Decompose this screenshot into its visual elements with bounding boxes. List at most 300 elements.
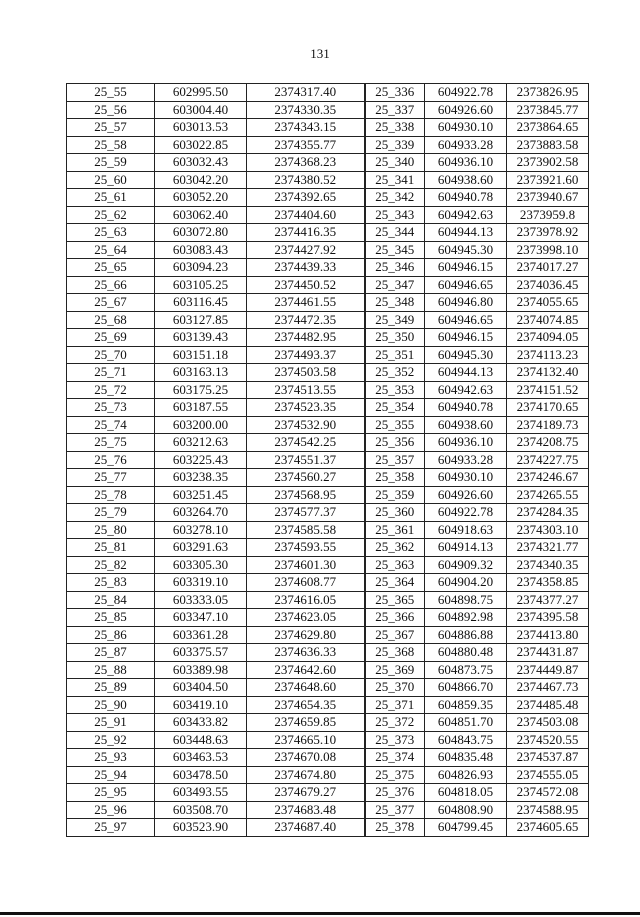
table-cell-x-coordinate: 604942.63 — [425, 206, 507, 224]
table-cell-y-coordinate: 2374485.48 — [507, 696, 589, 714]
table-cell-x-coordinate: 604946.80 — [425, 294, 507, 312]
table-row — [67, 644, 589, 662]
table-cell-x-coordinate: 604880.48 — [425, 644, 507, 662]
table-cell-point-id: 25_345 — [365, 241, 425, 259]
table-cell-y-coordinate: 2374588.95 — [507, 801, 589, 819]
table-cell-y-coordinate: 2374616.05 — [247, 591, 365, 609]
table-cell-x-coordinate: 604843.75 — [425, 731, 507, 749]
table-cell-x-coordinate: 603278.10 — [155, 521, 247, 539]
table-cell-point-id: 25_376 — [365, 784, 425, 802]
table-cell-x-coordinate: 604866.70 — [425, 679, 507, 697]
table-row — [67, 399, 589, 417]
table-row — [67, 364, 589, 382]
table-cell-y-coordinate: 2374608.77 — [247, 574, 365, 592]
table-cell-point-id: 25_342 — [365, 189, 425, 207]
table-cell-y-coordinate: 2374683.48 — [247, 801, 365, 819]
table-cell-x-coordinate: 604933.28 — [425, 136, 507, 154]
table-cell-y-coordinate: 2374461.55 — [247, 294, 365, 312]
table-row — [67, 469, 589, 487]
table-row — [67, 311, 589, 329]
table-cell-y-coordinate: 2374330.35 — [247, 101, 365, 119]
table-cell-point-id: 25_79 — [67, 504, 155, 522]
table-cell-y-coordinate: 2373826.95 — [507, 84, 589, 102]
table-cell-x-coordinate: 603105.25 — [155, 276, 247, 294]
table-cell-x-coordinate: 603116.45 — [155, 294, 247, 312]
table-cell-y-coordinate: 2374551.37 — [247, 451, 365, 469]
table-cell-x-coordinate: 603361.28 — [155, 626, 247, 644]
bottom-border — [0, 912, 640, 915]
table-cell-point-id: 25_82 — [67, 556, 155, 574]
table-row — [67, 276, 589, 294]
table-cell-y-coordinate: 2374395.58 — [507, 609, 589, 627]
table-cell-x-coordinate: 603013.53 — [155, 119, 247, 137]
table-cell-y-coordinate: 2373998.10 — [507, 241, 589, 259]
table-cell-y-coordinate: 2374017.27 — [507, 259, 589, 277]
table-cell-point-id: 25_375 — [365, 766, 425, 784]
table-row — [67, 609, 589, 627]
table-row — [67, 504, 589, 522]
table-cell-x-coordinate: 603175.25 — [155, 381, 247, 399]
table-cell-y-coordinate: 2374055.65 — [507, 294, 589, 312]
table-cell-y-coordinate: 2374503.58 — [247, 364, 365, 382]
table-cell-point-id: 25_90 — [67, 696, 155, 714]
table-cell-x-coordinate: 604835.48 — [425, 749, 507, 767]
table-cell-point-id: 25_63 — [67, 224, 155, 242]
table-cell-x-coordinate: 604944.13 — [425, 224, 507, 242]
table-cell-y-coordinate: 2373940.67 — [507, 189, 589, 207]
table-cell-point-id: 25_86 — [67, 626, 155, 644]
table-cell-x-coordinate: 604946.65 — [425, 276, 507, 294]
table-cell-point-id: 25_343 — [365, 206, 425, 224]
table-cell-x-coordinate: 604922.78 — [425, 84, 507, 102]
table-cell-y-coordinate: 2374431.87 — [507, 644, 589, 662]
table-cell-x-coordinate: 603333.05 — [155, 591, 247, 609]
table-cell-x-coordinate: 604938.60 — [425, 171, 507, 189]
table-row — [67, 101, 589, 119]
table-row — [67, 556, 589, 574]
table-cell-y-coordinate: 2374317.40 — [247, 84, 365, 102]
table-cell-y-coordinate: 2374472.35 — [247, 311, 365, 329]
table-cell-y-coordinate: 2374189.73 — [507, 416, 589, 434]
table-cell-point-id: 25_363 — [365, 556, 425, 574]
table-cell-x-coordinate: 604944.13 — [425, 364, 507, 382]
table-cell-point-id: 25_71 — [67, 364, 155, 382]
table-cell-point-id: 25_358 — [365, 469, 425, 487]
table-cell-point-id: 25_72 — [67, 381, 155, 399]
table-cell-x-coordinate: 604904.20 — [425, 574, 507, 592]
table-cell-point-id: 25_59 — [67, 154, 155, 172]
table-cell-x-coordinate: 603404.50 — [155, 679, 247, 697]
table-row — [67, 84, 589, 102]
table-cell-y-coordinate: 2374503.08 — [507, 714, 589, 732]
table-cell-x-coordinate: 603347.10 — [155, 609, 247, 627]
table-cell-point-id: 25_76 — [67, 451, 155, 469]
table-row — [67, 679, 589, 697]
table-row — [67, 294, 589, 312]
table-cell-x-coordinate: 603493.55 — [155, 784, 247, 802]
table-cell-y-coordinate: 2374074.85 — [507, 311, 589, 329]
table-cell-x-coordinate: 604873.75 — [425, 661, 507, 679]
table-cell-y-coordinate: 2374132.40 — [507, 364, 589, 382]
table-cell-x-coordinate: 604859.35 — [425, 696, 507, 714]
table-cell-y-coordinate: 2374560.27 — [247, 469, 365, 487]
table-cell-x-coordinate: 604936.10 — [425, 154, 507, 172]
table-cell-y-coordinate: 2374577.37 — [247, 504, 365, 522]
table-cell-y-coordinate: 2374605.65 — [507, 819, 589, 837]
table-cell-point-id: 25_84 — [67, 591, 155, 609]
table-cell-y-coordinate: 2374427.92 — [247, 241, 365, 259]
table-cell-point-id: 25_374 — [365, 749, 425, 767]
table-cell-point-id: 25_88 — [67, 661, 155, 679]
table-cell-x-coordinate: 604826.93 — [425, 766, 507, 784]
table-cell-x-coordinate: 604940.78 — [425, 189, 507, 207]
table-cell-y-coordinate: 2374392.65 — [247, 189, 365, 207]
table-cell-point-id: 25_365 — [365, 591, 425, 609]
table-cell-y-coordinate: 2373883.58 — [507, 136, 589, 154]
table-cell-y-coordinate: 2374623.05 — [247, 609, 365, 627]
table-cell-y-coordinate: 2374340.35 — [507, 556, 589, 574]
table-cell-x-coordinate: 604946.15 — [425, 259, 507, 277]
table-cell-y-coordinate: 2374648.60 — [247, 679, 365, 697]
table-cell-x-coordinate: 603004.40 — [155, 101, 247, 119]
table-row — [67, 626, 589, 644]
table-row — [67, 731, 589, 749]
table-cell-y-coordinate: 2373959.8 — [507, 206, 589, 224]
table-cell-y-coordinate: 2374636.33 — [247, 644, 365, 662]
table-cell-point-id: 25_336 — [365, 84, 425, 102]
table-cell-point-id: 25_368 — [365, 644, 425, 662]
table-cell-y-coordinate: 2374568.95 — [247, 486, 365, 504]
table-cell-y-coordinate: 2374659.85 — [247, 714, 365, 732]
table-cell-y-coordinate: 2374208.75 — [507, 434, 589, 452]
table-cell-y-coordinate: 2373978.92 — [507, 224, 589, 242]
table-cell-x-coordinate: 603062.40 — [155, 206, 247, 224]
table-cell-x-coordinate: 604922.78 — [425, 504, 507, 522]
table-cell-y-coordinate: 2374355.77 — [247, 136, 365, 154]
table-cell-point-id: 25_70 — [67, 346, 155, 364]
table-cell-y-coordinate: 2374482.95 — [247, 329, 365, 347]
table-cell-point-id: 25_68 — [67, 311, 155, 329]
table-cell-x-coordinate: 603375.57 — [155, 644, 247, 662]
table-cell-y-coordinate: 2374404.60 — [247, 206, 365, 224]
table-row — [67, 224, 589, 242]
table-cell-point-id: 25_360 — [365, 504, 425, 522]
table-cell-y-coordinate: 2374380.52 — [247, 171, 365, 189]
table-cell-point-id: 25_337 — [365, 101, 425, 119]
table-cell-y-coordinate: 2374416.35 — [247, 224, 365, 242]
table-cell-x-coordinate: 604930.10 — [425, 119, 507, 137]
table-cell-point-id: 25_69 — [67, 329, 155, 347]
table-cell-point-id: 25_347 — [365, 276, 425, 294]
table-cell-x-coordinate: 603291.63 — [155, 539, 247, 557]
table-cell-y-coordinate: 2374450.52 — [247, 276, 365, 294]
table-cell-x-coordinate: 604926.60 — [425, 101, 507, 119]
table-cell-x-coordinate: 604808.90 — [425, 801, 507, 819]
table-cell-y-coordinate: 2374113.23 — [507, 346, 589, 364]
table-cell-point-id: 25_362 — [365, 539, 425, 557]
table-cell-y-coordinate: 2374439.33 — [247, 259, 365, 277]
table-cell-y-coordinate: 2373921.60 — [507, 171, 589, 189]
table-cell-point-id: 25_378 — [365, 819, 425, 837]
table-cell-y-coordinate: 2374679.27 — [247, 784, 365, 802]
table-cell-point-id: 25_350 — [365, 329, 425, 347]
table-cell-point-id: 25_62 — [67, 206, 155, 224]
table-cell-y-coordinate: 2374572.08 — [507, 784, 589, 802]
table-cell-x-coordinate: 603264.70 — [155, 504, 247, 522]
table-cell-point-id: 25_364 — [365, 574, 425, 592]
table-cell-x-coordinate: 604933.28 — [425, 451, 507, 469]
table-cell-point-id: 25_369 — [365, 661, 425, 679]
table-cell-x-coordinate: 604851.70 — [425, 714, 507, 732]
table-cell-point-id: 25_354 — [365, 399, 425, 417]
table-cell-y-coordinate: 2374467.73 — [507, 679, 589, 697]
table-row — [67, 241, 589, 259]
table-row — [67, 696, 589, 714]
table-cell-y-coordinate: 2374343.15 — [247, 119, 365, 137]
table-cell-point-id: 25_357 — [365, 451, 425, 469]
table-cell-point-id: 25_338 — [365, 119, 425, 137]
table-cell-point-id: 25_361 — [365, 521, 425, 539]
table-cell-x-coordinate: 603389.98 — [155, 661, 247, 679]
table-cell-y-coordinate: 2374593.55 — [247, 539, 365, 557]
table-cell-y-coordinate: 2373845.77 — [507, 101, 589, 119]
table-cell-x-coordinate: 603419.10 — [155, 696, 247, 714]
table-cell-y-coordinate: 2374094.05 — [507, 329, 589, 347]
table-row — [67, 259, 589, 277]
table-cell-x-coordinate: 603523.90 — [155, 819, 247, 837]
table-cell-x-coordinate: 604946.65 — [425, 311, 507, 329]
table-cell-x-coordinate: 603225.43 — [155, 451, 247, 469]
table-row — [67, 346, 589, 364]
table-cell-x-coordinate: 604909.32 — [425, 556, 507, 574]
table-cell-y-coordinate: 2374537.87 — [507, 749, 589, 767]
table-cell-y-coordinate: 2374265.55 — [507, 486, 589, 504]
table-cell-point-id: 25_57 — [67, 119, 155, 137]
table-cell-point-id: 25_80 — [67, 521, 155, 539]
table-cell-x-coordinate: 604946.15 — [425, 329, 507, 347]
table-cell-point-id: 25_55 — [67, 84, 155, 102]
table-row — [67, 171, 589, 189]
table-cell-x-coordinate: 603072.80 — [155, 224, 247, 242]
table-cell-y-coordinate: 2374532.90 — [247, 416, 365, 434]
table-cell-point-id: 25_370 — [365, 679, 425, 697]
table-cell-y-coordinate: 2374654.35 — [247, 696, 365, 714]
table-row — [67, 766, 589, 784]
table-cell-y-coordinate: 2374321.77 — [507, 539, 589, 557]
table-cell-y-coordinate: 2374687.40 — [247, 819, 365, 837]
table-cell-x-coordinate: 604918.63 — [425, 521, 507, 539]
table-cell-x-coordinate: 602995.50 — [155, 84, 247, 102]
table-cell-y-coordinate: 2373864.65 — [507, 119, 589, 137]
table-row — [67, 749, 589, 767]
table-row — [67, 154, 589, 172]
table-cell-x-coordinate: 603463.53 — [155, 749, 247, 767]
table-cell-x-coordinate: 603200.00 — [155, 416, 247, 434]
table-cell-point-id: 25_96 — [67, 801, 155, 819]
table-cell-x-coordinate: 603151.18 — [155, 346, 247, 364]
table-cell-y-coordinate: 2374284.35 — [507, 504, 589, 522]
table-cell-point-id: 25_371 — [365, 696, 425, 714]
table-cell-x-coordinate: 603238.35 — [155, 469, 247, 487]
table-cell-y-coordinate: 2374303.10 — [507, 521, 589, 539]
table-cell-point-id: 25_85 — [67, 609, 155, 627]
table-cell-x-coordinate: 603163.13 — [155, 364, 247, 382]
table-cell-point-id: 25_355 — [365, 416, 425, 434]
table-cell-point-id: 25_351 — [365, 346, 425, 364]
table-cell-point-id: 25_87 — [67, 644, 155, 662]
table-cell-point-id: 25_81 — [67, 539, 155, 557]
coordinates-table-body — [67, 84, 589, 837]
table-cell-point-id: 25_377 — [365, 801, 425, 819]
table-cell-point-id: 25_95 — [67, 784, 155, 802]
table-cell-y-coordinate: 2374493.37 — [247, 346, 365, 364]
table-row — [67, 434, 589, 452]
table-cell-point-id: 25_77 — [67, 469, 155, 487]
table-cell-point-id: 25_367 — [365, 626, 425, 644]
table-cell-point-id: 25_64 — [67, 241, 155, 259]
table-cell-x-coordinate: 603478.50 — [155, 766, 247, 784]
table-cell-x-coordinate: 603127.85 — [155, 311, 247, 329]
table-cell-y-coordinate: 2374585.58 — [247, 521, 365, 539]
table-cell-y-coordinate: 2374670.08 — [247, 749, 365, 767]
table-row — [67, 119, 589, 137]
table-cell-y-coordinate: 2374665.10 — [247, 731, 365, 749]
table-cell-y-coordinate: 2374449.87 — [507, 661, 589, 679]
table-cell-point-id: 25_366 — [365, 609, 425, 627]
table-cell-x-coordinate: 603508.70 — [155, 801, 247, 819]
page-number: 131 — [310, 46, 330, 61]
table-cell-x-coordinate: 604898.75 — [425, 591, 507, 609]
table-cell-point-id: 25_373 — [365, 731, 425, 749]
table-cell-point-id: 25_372 — [365, 714, 425, 732]
table-cell-x-coordinate: 603052.20 — [155, 189, 247, 207]
table-cell-y-coordinate: 2374629.80 — [247, 626, 365, 644]
table-cell-x-coordinate: 603251.45 — [155, 486, 247, 504]
table-cell-x-coordinate: 603139.43 — [155, 329, 247, 347]
table-row — [67, 661, 589, 679]
table-cell-point-id: 25_65 — [67, 259, 155, 277]
table-cell-point-id: 25_89 — [67, 679, 155, 697]
table-cell-y-coordinate: 2374520.55 — [507, 731, 589, 749]
table-cell-x-coordinate: 604914.13 — [425, 539, 507, 557]
table-row — [67, 801, 589, 819]
table-cell-x-coordinate: 603319.10 — [155, 574, 247, 592]
table-cell-x-coordinate: 603448.63 — [155, 731, 247, 749]
table-cell-point-id: 25_349 — [365, 311, 425, 329]
table-cell-x-coordinate: 604930.10 — [425, 469, 507, 487]
table-row — [67, 574, 589, 592]
table-cell-point-id: 25_78 — [67, 486, 155, 504]
table-cell-point-id: 25_359 — [365, 486, 425, 504]
table-cell-y-coordinate: 2373902.58 — [507, 154, 589, 172]
table-cell-point-id: 25_60 — [67, 171, 155, 189]
table-cell-point-id: 25_83 — [67, 574, 155, 592]
table-cell-point-id: 25_340 — [365, 154, 425, 172]
table-cell-x-coordinate: 604942.63 — [425, 381, 507, 399]
table-cell-point-id: 25_67 — [67, 294, 155, 312]
table-cell-x-coordinate: 604926.60 — [425, 486, 507, 504]
table-cell-x-coordinate: 604818.05 — [425, 784, 507, 802]
table-cell-y-coordinate: 2374413.80 — [507, 626, 589, 644]
table-row — [67, 714, 589, 732]
coordinates-table — [66, 83, 589, 837]
table-cell-y-coordinate: 2374642.60 — [247, 661, 365, 679]
table-row — [67, 136, 589, 154]
table-cell-x-coordinate: 603187.55 — [155, 399, 247, 417]
table-cell-y-coordinate: 2374555.05 — [507, 766, 589, 784]
table-cell-point-id: 25_92 — [67, 731, 155, 749]
table-cell-y-coordinate: 2374036.45 — [507, 276, 589, 294]
table-row — [67, 451, 589, 469]
table-cell-point-id: 25_58 — [67, 136, 155, 154]
table-cell-point-id: 25_93 — [67, 749, 155, 767]
table-cell-point-id: 25_73 — [67, 399, 155, 417]
table-cell-y-coordinate: 2374377.27 — [507, 591, 589, 609]
table-cell-point-id: 25_91 — [67, 714, 155, 732]
table-cell-y-coordinate: 2374674.80 — [247, 766, 365, 784]
table-cell-x-coordinate: 603083.43 — [155, 241, 247, 259]
table-cell-point-id: 25_353 — [365, 381, 425, 399]
table-cell-x-coordinate: 604945.30 — [425, 241, 507, 259]
table-cell-point-id: 25_97 — [67, 819, 155, 837]
table-cell-point-id: 25_61 — [67, 189, 155, 207]
table-row — [67, 539, 589, 557]
table-row — [67, 784, 589, 802]
table-cell-x-coordinate: 603433.82 — [155, 714, 247, 732]
table-row — [67, 521, 589, 539]
table-cell-point-id: 25_348 — [365, 294, 425, 312]
table-row — [67, 189, 589, 207]
table-cell-y-coordinate: 2374601.30 — [247, 556, 365, 574]
table-cell-x-coordinate: 604938.60 — [425, 416, 507, 434]
table-cell-y-coordinate: 2374246.67 — [507, 469, 589, 487]
table-row — [67, 819, 589, 837]
table-row — [67, 591, 589, 609]
table-cell-x-coordinate: 604892.98 — [425, 609, 507, 627]
table-row — [67, 329, 589, 347]
table-cell-point-id: 25_352 — [365, 364, 425, 382]
table-cell-point-id: 25_339 — [365, 136, 425, 154]
table-cell-x-coordinate: 604940.78 — [425, 399, 507, 417]
table-row — [67, 416, 589, 434]
table-cell-y-coordinate: 2374542.25 — [247, 434, 365, 452]
table-cell-point-id: 25_56 — [67, 101, 155, 119]
table-cell-point-id: 25_94 — [67, 766, 155, 784]
table-cell-y-coordinate: 2374523.35 — [247, 399, 365, 417]
table-cell-y-coordinate: 2374358.85 — [507, 574, 589, 592]
table-cell-point-id: 25_356 — [365, 434, 425, 452]
table-row — [67, 486, 589, 504]
table-row — [67, 206, 589, 224]
table-cell-point-id: 25_341 — [365, 171, 425, 189]
table-cell-point-id: 25_346 — [365, 259, 425, 277]
table-cell-x-coordinate: 603032.43 — [155, 154, 247, 172]
table-cell-point-id: 25_344 — [365, 224, 425, 242]
table-cell-x-coordinate: 604945.30 — [425, 346, 507, 364]
table-cell-x-coordinate: 603022.85 — [155, 136, 247, 154]
table-cell-x-coordinate: 603305.30 — [155, 556, 247, 574]
table-row — [67, 381, 589, 399]
table-cell-point-id: 25_74 — [67, 416, 155, 434]
table-cell-x-coordinate: 603094.23 — [155, 259, 247, 277]
table-cell-y-coordinate: 2374170.65 — [507, 399, 589, 417]
table-cell-x-coordinate: 603042.20 — [155, 171, 247, 189]
table-cell-point-id: 25_75 — [67, 434, 155, 452]
table-cell-x-coordinate: 604886.88 — [425, 626, 507, 644]
table-cell-y-coordinate: 2374368.23 — [247, 154, 365, 172]
table-cell-x-coordinate: 604799.45 — [425, 819, 507, 837]
table-cell-x-coordinate: 604936.10 — [425, 434, 507, 452]
